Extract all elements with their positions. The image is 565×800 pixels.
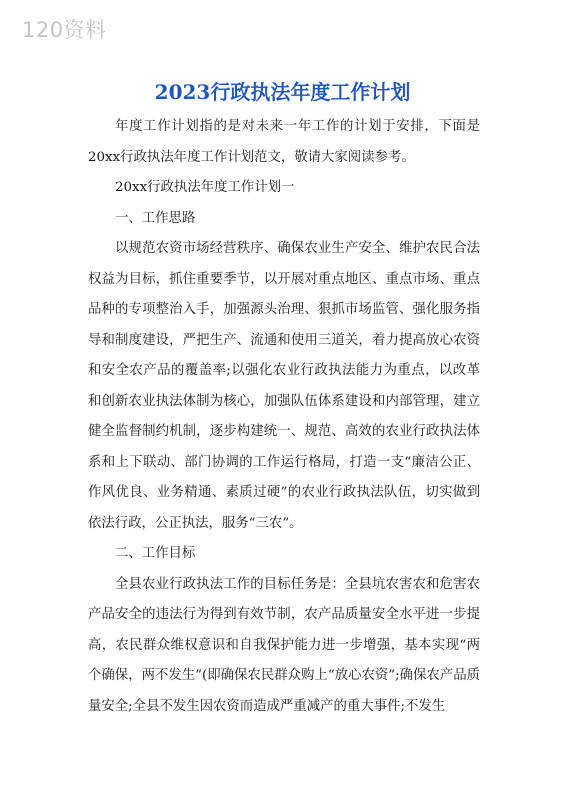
section-heading-work-ideas: 一、工作思路 <box>115 210 196 226</box>
watermark: 120资料 <box>22 18 107 42</box>
paragraph-work-goals: 全县农业行政执法工作的目标任务是：全县坑农害农和危害农产品安全的违法行为得到有效节制，农产品质量安全水平进一步提高，农民群众维权意识和自我保护能力进一步增强，基本实现“两个确保，两不发生”(即确保农民群众购上“放心农资”;确保农产品质量安全;全县不发生因农资而造成严重减产的重大事件;不发生 <box>88 576 480 714</box>
section-heading-work-goals: 二、工作目标 <box>115 546 196 561</box>
document-body <box>88 112 480 722</box>
paragraph-plan-heading: 20xx行政执法年度工作计划一 <box>115 180 295 195</box>
document-title: 2023行政执法年度工作计划 <box>154 80 411 104</box>
paragraph-work-ideas: 以规范农资市场经营秩序、确保农业生产安全、维护农民合法权益为目标，抓住重要季节，以开展对重点地区、重点市场、重点品种的专项整治入手，加强源头治理、狠抓市场监管、强化服务指导和制度建设，严把生产、流通和使用三道关，着力提高放心农资和安全农产品的覆盖率;以强化农业行政执法能力为重点，以改革和创新农业执法体制为核心，加强队伍体系建设和内部管理，建立健全监督制约机制，逐步构建统一、规范、高效的农业行政执法体系和上下联动、部门协调的工作运行格局，打造一支“廉洁公正、作风优良、业务精通、素质过硬”的农业行政执法队伍，切实做到依法行政，公正执法，服务“三农”。 <box>88 241 480 531</box>
paragraph-intro: 年度工作计划指的是对未来一年工作的计划于安排，下面是20xx行政执法年度工作计划范文，敬请大家阅读参考。 <box>88 119 480 165</box>
